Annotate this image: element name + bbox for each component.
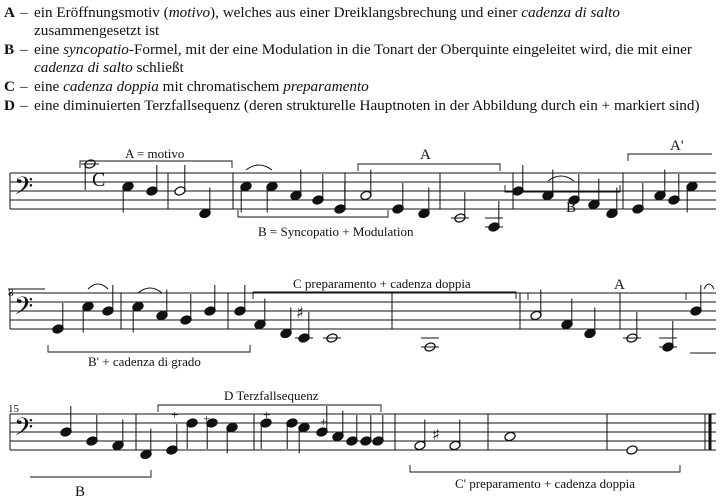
legend-text: cadenza di salto [521, 4, 620, 21]
legend-dash: – [20, 41, 28, 58]
label-c-prime: C' preparamento + cadenza doppia [455, 476, 636, 491]
note-head [504, 431, 516, 442]
label-a-1: A [420, 147, 431, 163]
label-c-preparamento: C preparamento + cadenza doppia [293, 276, 471, 291]
plus-marker: + [263, 407, 271, 422]
legend-text: cadenza doppia [63, 78, 159, 95]
sharp-icon: ♯ [296, 303, 304, 322]
plus-marker: + [320, 414, 328, 429]
legend-dash: – [20, 78, 28, 95]
legend-text: cadenza di salto [34, 59, 133, 76]
annotation-brackets [8, 154, 716, 477]
label-a-motivo: A = motivo [125, 146, 185, 161]
tie-slur [548, 176, 574, 181]
staff-system-3 [10, 406, 716, 460]
note-head [626, 445, 638, 456]
measure-number-15: 15 [8, 403, 19, 415]
plus-marker: + [203, 411, 211, 426]
staff-system-2 [10, 285, 716, 352]
tie-slur [88, 284, 108, 289]
bass-clef-icon: 𝄢 [14, 292, 34, 328]
time-signature: C [92, 169, 106, 191]
bass-clef-icon: 𝄢 [14, 413, 34, 449]
legend-dash: – [20, 97, 28, 114]
bass-clef-icon: 𝄢 [14, 172, 34, 208]
label-b-3: B [75, 484, 86, 500]
label-d-terzfall: D Terzfallsequenz [224, 388, 319, 403]
sharp-icon: ♯ [432, 425, 440, 444]
legend-text: ), welches aus einer Dreiklangsbrechung und einer [210, 4, 522, 21]
legend-text: ein Eröffnungsmotiv ( [34, 4, 169, 21]
legend-text: preparamento [283, 78, 369, 95]
legend-text: syncopatio [63, 41, 129, 58]
legend-text: schließt [132, 59, 184, 76]
staff-system-1 [10, 159, 716, 233]
legend-key: C [4, 78, 15, 95]
label-a-prime: A' [670, 138, 684, 154]
legend-text: -Formel, mit der eine Modulation in die Tonart der Oberquinte eingeleitet wird, die mit einer [128, 41, 692, 58]
legend-text: eine diminuierten Terzfallsequenz (deren strukturelle Hauptnoten in der Abbildung durch ein + markiert sind) [34, 97, 700, 114]
label-b-prime: B' + cadenza di grado [88, 354, 201, 369]
tie-slur [704, 284, 714, 289]
label-b-syncopatio: B = Syncopatio + Modulation [258, 224, 414, 239]
measure-number-8: 8 [8, 287, 14, 299]
label-b-1: B [566, 200, 577, 216]
tie-slur [138, 288, 162, 293]
plus-marker: + [171, 407, 179, 422]
legend-key: B [4, 41, 15, 58]
legend-text: zusammengesetzt ist [34, 22, 160, 39]
legend-text: mit chromatischem [158, 78, 284, 95]
label-a-2: A [614, 277, 625, 293]
legend-dash: – [20, 4, 28, 21]
tie-slur [246, 165, 272, 170]
legend-text: eine [34, 41, 64, 58]
legend-text: motivo [168, 4, 211, 21]
legend-key: A [4, 4, 15, 21]
legend-text: eine [34, 78, 64, 95]
legend-key: D [4, 97, 15, 114]
